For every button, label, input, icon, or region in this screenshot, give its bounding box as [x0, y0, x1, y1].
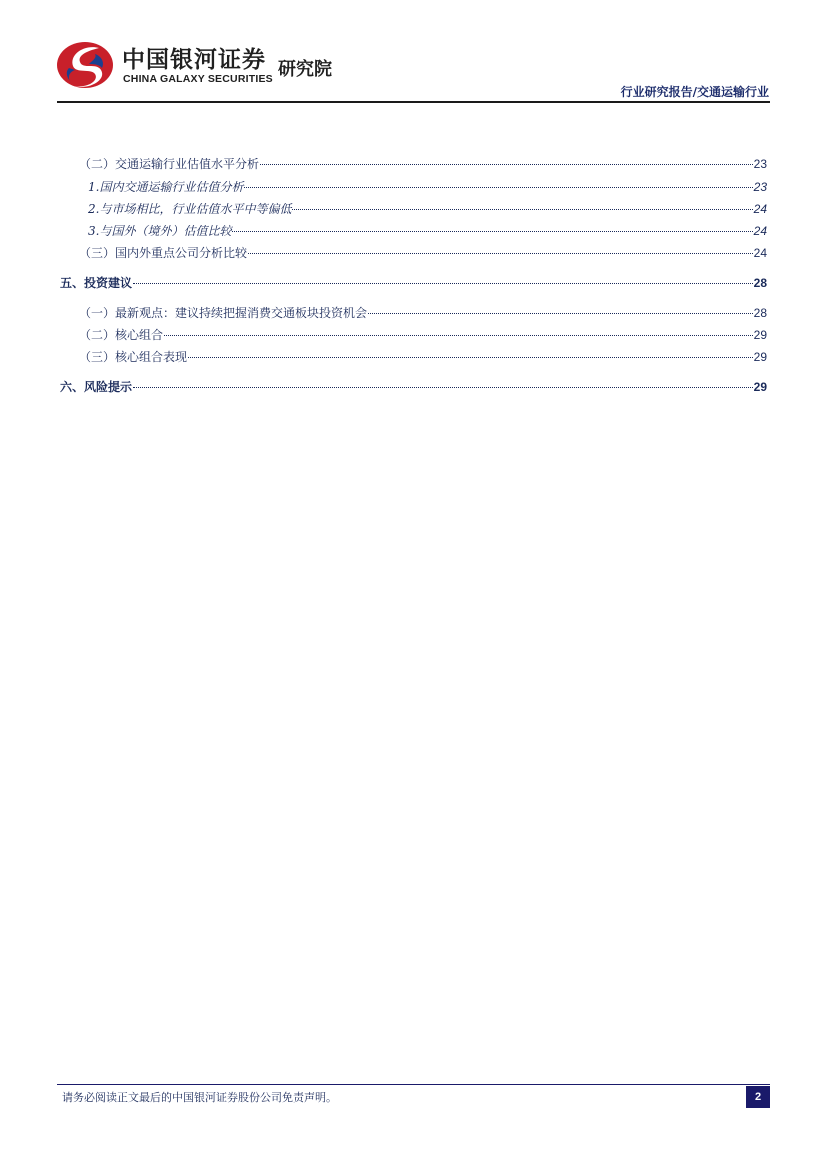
brand-name-english: CHINA GALAXY SECURITIES [123, 73, 273, 85]
toc-leader-dots [188, 356, 753, 358]
toc-leader-dots [248, 252, 753, 254]
toc-leader-dots [133, 386, 753, 388]
toc-entry-page: 29 [753, 328, 767, 342]
toc-entry-title: 2.与市场相比，行业估值水平中等偏低 [88, 202, 292, 216]
toc-entry[interactable] [60, 155, 767, 172]
toc-entry[interactable] [60, 348, 767, 365]
toc-entry[interactable] [60, 222, 767, 239]
toc-entry-page: 28 [753, 276, 767, 290]
toc-entry-page: 24 [753, 202, 767, 216]
toc-entry[interactable] [60, 200, 767, 217]
toc-entry-page: 29 [753, 350, 767, 364]
page-number: 2 [746, 1086, 770, 1108]
toc-entry-page: 23 [753, 157, 767, 171]
toc-entry-title: 1.国内交通运输行业估值分析 [88, 180, 244, 194]
header-divider [57, 101, 770, 103]
toc-entry[interactable] [60, 274, 767, 291]
toc-entry[interactable] [60, 244, 767, 261]
toc-entry-title: （三）国内外重点公司分析比较 [79, 246, 248, 260]
footer-disclaimer: 请务必阅读正文最后的中国银河证券股份公司免责声明。 [62, 1091, 337, 1104]
toc-entry[interactable] [60, 178, 767, 195]
toc-entry[interactable] [60, 378, 767, 395]
toc-leader-dots [368, 312, 753, 314]
toc-leader-dots [244, 186, 752, 188]
toc-entry-title: 六、风险提示 [60, 380, 133, 394]
toc-entry-page: 24 [753, 246, 767, 260]
toc-entry-title: （二）核心组合 [79, 328, 164, 342]
footer-divider [57, 1084, 770, 1085]
toc-leader-dots [164, 334, 753, 336]
toc-entry-title: 3.与国外（境外）估值比较 [88, 224, 232, 238]
toc-entry-page: 29 [753, 380, 767, 394]
toc-entry[interactable] [60, 304, 767, 321]
toc-leader-dots [260, 163, 753, 165]
institute-label: 研究院 [278, 59, 332, 80]
toc-entry-title: 五、投资建议 [60, 276, 133, 290]
toc-leader-dots [133, 282, 753, 284]
toc-entry-title: （三）核心组合表现 [79, 350, 188, 364]
report-type-label: 行业研究报告/交通运输行业 [620, 85, 769, 99]
toc-entry-title: （二）交通运输行业估值水平分析 [79, 157, 260, 171]
china-galaxy-logo-icon [55, 40, 115, 90]
toc-entry-page: 28 [753, 306, 767, 320]
brand-name-chinese: 中国银河证券 [122, 47, 266, 73]
toc-leader-dots [292, 208, 752, 210]
toc-entry-page: 23 [753, 180, 767, 194]
toc-entry-title: （一）最新观点：建议持续把握消费交通板块投资机会 [79, 306, 368, 320]
toc-entry-page: 24 [753, 224, 767, 238]
toc-entry[interactable] [60, 326, 767, 343]
toc-leader-dots [232, 230, 752, 232]
